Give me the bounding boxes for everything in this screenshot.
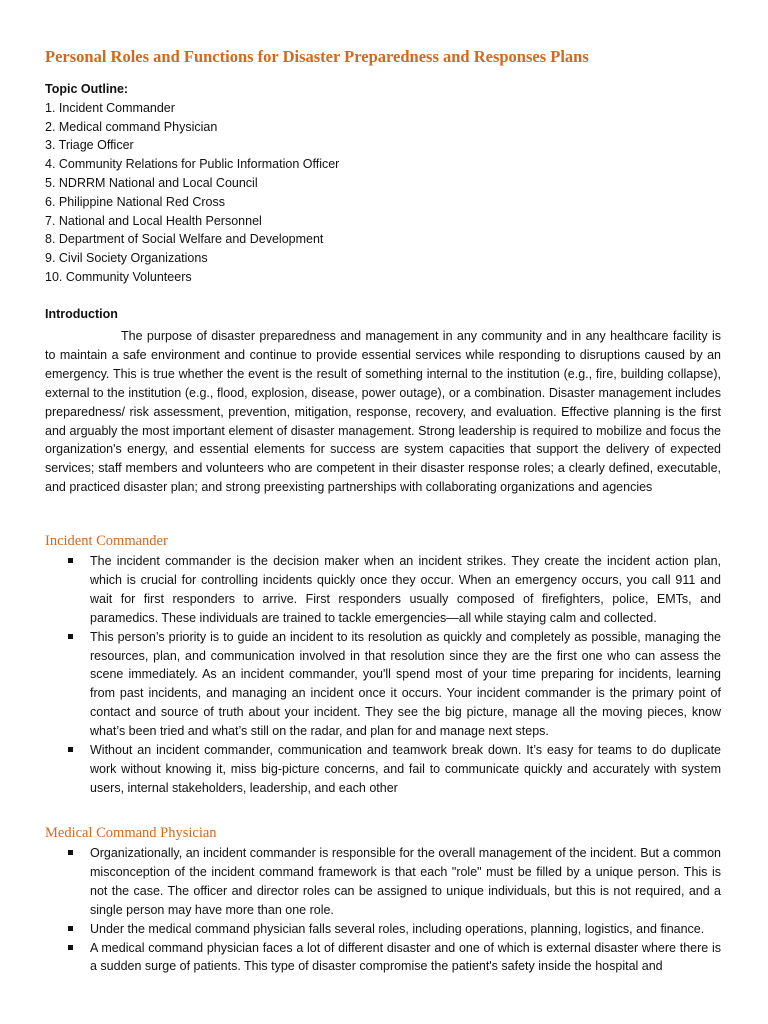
incident-commander-heading: Incident Commander: [45, 533, 168, 549]
medical-command-physician-bullets: [90, 844, 721, 976]
outline-item: 4. Community Relations for Public Information Officer: [45, 157, 340, 172]
outline-item: 8. Department of Social Welfare and Development: [45, 232, 324, 247]
bullet-item: Organizationally, an incident commander is responsible for the overall management of the incident. But a common misconception of the incident command framework is that each "role" must be filled by a unique person. This is not the case. The officer and director roles can be assigned to unique individuals, but this is not required, and a single person may have more than one role.: [90, 844, 721, 920]
outline-item: 7. National and Local Health Personnel: [45, 213, 262, 228]
outline-item: 9. Civil Society Organizations: [45, 251, 208, 266]
outline-item: 1. Incident Commander: [45, 100, 175, 115]
incident-commander-bullets: [90, 552, 721, 798]
bullet-item: Without an incident commander, communication and teamwork break down. It’s easy for teams to do duplicate work without knowing it, miss big-picture concerns, and fail to communicate quickly and accurately with system users, internal stakeholders, leadership, and each other: [90, 741, 721, 798]
topic-outline-heading: Topic Outline:: [45, 82, 129, 96]
outline-item: 10. Community Volunteers: [45, 269, 192, 284]
topic-outline: [45, 80, 339, 287]
introduction-heading: Introduction: [45, 307, 118, 321]
outline-item: 5. NDRRM National and Local Council: [45, 175, 258, 190]
bullet-item: The incident commander is the decision maker when an incident strikes. They create the incident action plan, which is crucial for controlling incidents quickly once they occur. When an emergency occurs, you call 911 and wait for first responders to arrive. First responders usually composed of firefighters, police, EMTs, and paramedics. These individuals are trained to tackle emergencies—all while staying calm and collected.: [90, 552, 721, 628]
outline-item: 6. Philippine National Red Cross: [45, 194, 225, 209]
outline-item: 3. Triage Officer: [45, 138, 134, 153]
bullet-item: Under the medical command physician falls several roles, including operations, planning, logistics, and finance.: [90, 920, 721, 939]
introduction-paragraph: The purpose of disaster preparedness and management in any community and in any healthcare facility is to maintain a safe environment and continue to provide essential services while responding to disruptions caused by an emergency. This is true whether the event is the result of something internal to the institution (e.g., fire, building collapse), external to the institution (e.g., flood, explosion, disease, power outage), or a combination. Disaster management includes preparedness/ risk assessment, prevention, mitigation, response, recovery, and evaluation. Effective planning is the first and arguably the most important element of disaster management. Strong leadership is required to mobilize and focus the organization's energy, and essential elements for success are system capacities that support the delivery of expected services; staff members and volunteers who are competent in their disaster response roles; a clearly defined, executable, and practiced disaster plan; and strong preexisting partnerships with collaborating organizations and agencies: [45, 329, 721, 495]
topic-outline-list: [45, 99, 339, 287]
document-title: Personal Roles and Functions for Disaster Preparedness and Responses Plans: [45, 47, 589, 66]
outline-item: 2. Medical command Physician: [45, 119, 218, 134]
bullet-item: This person’s priority is to guide an incident to its resolution as quickly and completely as possible, managing the resources, plan, and communication involved in that resolution since they are the first one who can assess the scene immediately. As an incident commander, you'll spend most of your time preparing for incidents, learning from past incidents, and managing an incident once it occurs. Your incident commander is the primary point of contact and source of truth about your incident. They see the big picture, manage all the moving pieces, know what’s been tried and what’s still on the radar, and plan for and manage next steps.: [90, 628, 721, 741]
bullet-item: A medical command physician faces a lot of different disaster and one of which is external disaster where there is a sudden surge of patients. This type of disaster compromise the patient's safety inside the hospital and: [90, 939, 721, 977]
medical-command-physician-heading: Medical Command Physician: [45, 825, 217, 841]
